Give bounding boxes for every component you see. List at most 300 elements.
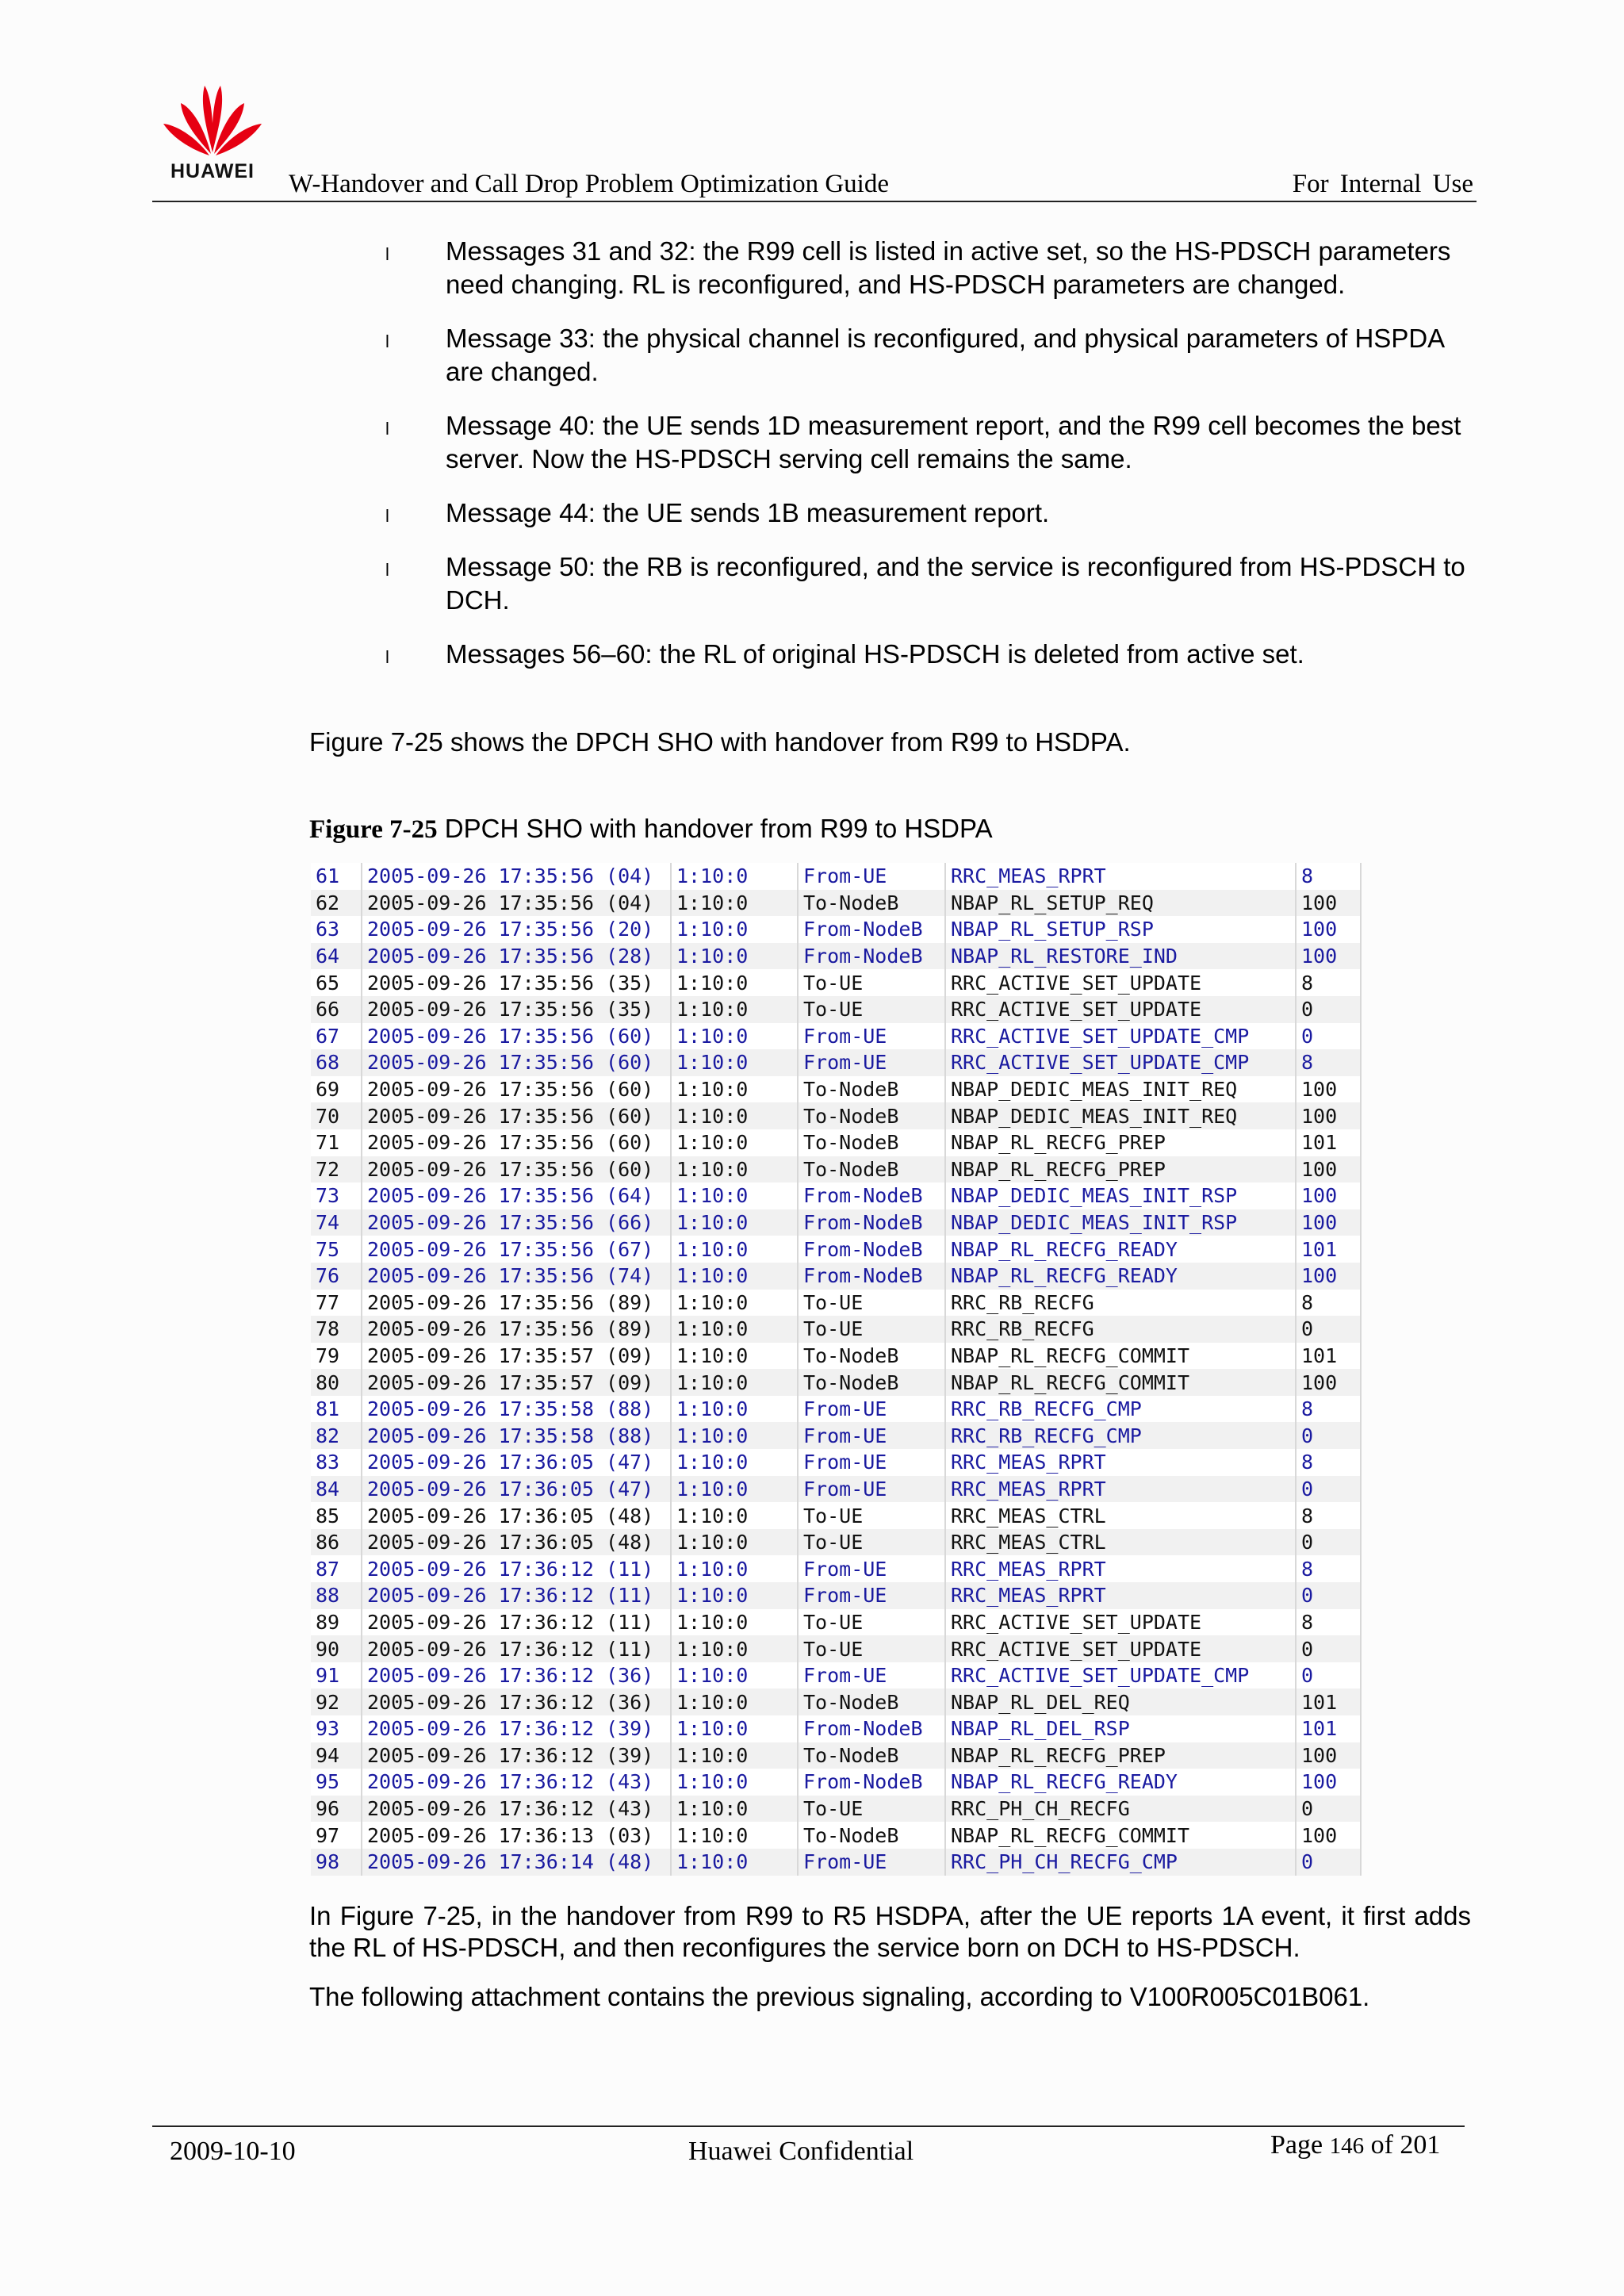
trace-direction: From-NodeB — [798, 1263, 945, 1290]
trace-index: 63 — [311, 916, 362, 943]
trace-message: NBAP_RL_DEL_RSP — [945, 1715, 1296, 1742]
trace-timestamp: 2005-09-26 17:35:56 (89) — [362, 1290, 671, 1317]
trace-value: 8 — [1296, 1396, 1361, 1423]
trace-cell-id: 1:10:0 — [671, 1688, 798, 1715]
table-row — [311, 1290, 1361, 1317]
trace-value: 0 — [1296, 1849, 1361, 1876]
trace-index: 92 — [311, 1688, 362, 1715]
trace-value: 100 — [1296, 1182, 1361, 1209]
trace-index: 85 — [311, 1502, 362, 1529]
bullet-text: Messages 31 and 32: the R99 cell is listed in active set, so the HS-PDSCH parameters need changing. RL is reconfigured, and HS-PDSCH parameters are changed. — [446, 236, 1451, 299]
trace-cell-id: 1:10:0 — [671, 1076, 798, 1103]
trace-index: 96 — [311, 1796, 362, 1823]
footer-confidential: Huawei Confidential — [688, 2137, 914, 2166]
bullet-mark: l — [385, 419, 389, 439]
trace-direction: From-UE — [798, 1662, 945, 1689]
trace-timestamp: 2005-09-26 17:36:12 (36) — [362, 1662, 671, 1689]
table-row — [311, 1822, 1361, 1849]
trace-value: 101 — [1296, 1236, 1361, 1263]
trace-message: RRC_ACTIVE_SET_UPDATE — [945, 1635, 1296, 1662]
trace-value: 100 — [1296, 1369, 1361, 1396]
trace-timestamp: 2005-09-26 17:36:12 (39) — [362, 1715, 671, 1742]
trace-message: NBAP_RL_DEL_REQ — [945, 1688, 1296, 1715]
trace-message: NBAP_RL_RECFG_PREP — [945, 1742, 1296, 1769]
trace-cell-id: 1:10:0 — [671, 1769, 798, 1796]
trace-message: RRC_RB_RECFG — [945, 1290, 1296, 1317]
trace-message: RRC_ACTIVE_SET_UPDATE_CMP — [945, 1023, 1296, 1050]
trace-index: 95 — [311, 1769, 362, 1796]
trace-value: 100 — [1296, 1769, 1361, 1796]
trace-message: RRC_PH_CH_RECFG_CMP — [945, 1849, 1296, 1876]
trace-value: 100 — [1296, 916, 1361, 943]
trace-message: RRC_RB_RECFG_CMP — [945, 1396, 1296, 1423]
trace-body — [311, 863, 1361, 1876]
trace-index: 83 — [311, 1449, 362, 1476]
trace-cell-id: 1:10:0 — [671, 1422, 798, 1449]
trace-message: RRC_RB_RECFG_CMP — [945, 1422, 1296, 1449]
trace-message: NBAP_RL_RECFG_READY — [945, 1769, 1296, 1796]
table-row — [311, 1449, 1361, 1476]
trace-index: 84 — [311, 1476, 362, 1503]
table-row — [311, 1102, 1361, 1129]
table-row — [311, 1156, 1361, 1183]
attachment-note: The following attachment contains the previous signaling, according to V100R005C01B061. — [309, 1982, 1370, 2011]
trace-value: 101 — [1296, 1688, 1361, 1715]
trace-cell-id: 1:10:0 — [671, 1635, 798, 1662]
trace-direction: To-NodeB — [798, 890, 945, 917]
trace-timestamp: 2005-09-26 17:36:05 (47) — [362, 1449, 671, 1476]
table-row — [311, 996, 1361, 1023]
classification-label: For Internal Use — [1292, 170, 1473, 198]
trace-cell-id: 1:10:0 — [671, 943, 798, 970]
trace-timestamp: 2005-09-26 17:36:12 (36) — [362, 1688, 671, 1715]
trace-index: 78 — [311, 1316, 362, 1343]
trace-message: RRC_ACTIVE_SET_UPDATE — [945, 996, 1296, 1023]
trace-direction: To-UE — [798, 996, 945, 1023]
trace-message: NBAP_RL_RECFG_COMMIT — [945, 1369, 1296, 1396]
trace-message: RRC_MEAS_RPRT — [945, 1582, 1296, 1609]
bullet-item — [385, 496, 1472, 530]
trace-index: 74 — [311, 1209, 362, 1236]
trace-value: 0 — [1296, 1635, 1361, 1662]
table-row — [311, 1343, 1361, 1370]
trace-message: RRC_MEAS_RPRT — [945, 863, 1296, 890]
trace-value: 100 — [1296, 1156, 1361, 1183]
trace-index: 86 — [311, 1529, 362, 1556]
bullet-text: Message 44: the UE sends 1B measurement report. — [446, 498, 1050, 527]
trace-direction: From-NodeB — [798, 1769, 945, 1796]
trace-value: 0 — [1296, 996, 1361, 1023]
trace-value: 101 — [1296, 1715, 1361, 1742]
trace-direction: From-UE — [798, 1476, 945, 1503]
trace-timestamp: 2005-09-26 17:36:12 (11) — [362, 1609, 671, 1636]
trace-timestamp: 2005-09-26 17:35:57 (09) — [362, 1343, 671, 1370]
trace-direction: To-UE — [798, 1796, 945, 1823]
trace-direction: From-UE — [798, 1049, 945, 1076]
trace-direction: To-UE — [798, 1635, 945, 1662]
trace-direction: To-NodeB — [798, 1742, 945, 1769]
trace-value: 8 — [1296, 1609, 1361, 1636]
trace-index: 88 — [311, 1582, 362, 1609]
trace-index: 87 — [311, 1555, 362, 1582]
table-row — [311, 1209, 1361, 1236]
trace-value: 100 — [1296, 890, 1361, 917]
trace-timestamp: 2005-09-26 17:35:56 (66) — [362, 1209, 671, 1236]
bullet-mark: l — [385, 332, 389, 351]
trace-timestamp: 2005-09-26 17:35:56 (60) — [362, 1023, 671, 1050]
trace-timestamp: 2005-09-26 17:36:14 (48) — [362, 1849, 671, 1876]
trace-index: 77 — [311, 1290, 362, 1317]
bullet-text: Message 40: the UE sends 1D measurement report, and the R99 cell becomes the best server. Now the HS-PDSCH serving cell remains the same. — [446, 411, 1461, 473]
trace-message: RRC_PH_CH_RECFG — [945, 1796, 1296, 1823]
bullet-item — [385, 550, 1472, 617]
trace-direction: To-NodeB — [798, 1343, 945, 1370]
trace-timestamp: 2005-09-26 17:35:56 (60) — [362, 1156, 671, 1183]
trace-message: RRC_MEAS_CTRL — [945, 1502, 1296, 1529]
table-row — [311, 1476, 1361, 1503]
trace-cell-id: 1:10:0 — [671, 1582, 798, 1609]
trace-timestamp: 2005-09-26 17:35:56 (04) — [362, 890, 671, 917]
trace-timestamp: 2005-09-26 17:35:57 (09) — [362, 1369, 671, 1396]
trace-value: 8 — [1296, 1290, 1361, 1317]
trace-direction: From-UE — [798, 1449, 945, 1476]
trace-index: 76 — [311, 1263, 362, 1290]
trace-message: NBAP_DEDIC_MEAS_INIT_RSP — [945, 1182, 1296, 1209]
table-row — [311, 1555, 1361, 1582]
trace-message: NBAP_RL_SETUP_REQ — [945, 890, 1296, 917]
table-row — [311, 1369, 1361, 1396]
table-row — [311, 1023, 1361, 1050]
trace-value: 100 — [1296, 1076, 1361, 1103]
figure-intro-text: Figure 7-25 shows the DPCH SHO with handover from R99 to HSDPA. — [309, 727, 1131, 757]
figure-title: DPCH SHO with handover from R99 to HSDPA — [444, 814, 993, 843]
trace-direction: To-NodeB — [798, 1688, 945, 1715]
trace-direction: From-NodeB — [798, 1182, 945, 1209]
table-row — [311, 1769, 1361, 1796]
bullet-item — [385, 235, 1472, 301]
message-bullet-list — [385, 235, 1472, 692]
trace-cell-id: 1:10:0 — [671, 1742, 798, 1769]
trace-direction: From-UE — [798, 1849, 945, 1876]
trace-message: RRC_MEAS_RPRT — [945, 1449, 1296, 1476]
trace-index: 69 — [311, 1076, 362, 1103]
trace-direction: From-UE — [798, 1396, 945, 1423]
trace-value: 8 — [1296, 1049, 1361, 1076]
trace-index: 93 — [311, 1715, 362, 1742]
page-current: 146 — [1329, 2133, 1365, 2159]
trace-index: 67 — [311, 1023, 362, 1050]
trace-direction: To-UE — [798, 1529, 945, 1556]
trace-direction: From-UE — [798, 863, 945, 890]
trace-timestamp: 2005-09-26 17:35:56 (28) — [362, 943, 671, 970]
trace-index: 73 — [311, 1182, 362, 1209]
bullet-item — [385, 638, 1472, 671]
table-row — [311, 1662, 1361, 1689]
trace-cell-id: 1:10:0 — [671, 1049, 798, 1076]
trace-cell-id: 1:10:0 — [671, 1555, 798, 1582]
trace-index: 64 — [311, 943, 362, 970]
trace-value: 8 — [1296, 1449, 1361, 1476]
table-row — [311, 1529, 1361, 1556]
table-row — [311, 943, 1361, 970]
trace-cell-id: 1:10:0 — [671, 1529, 798, 1556]
trace-message: NBAP_RL_RECFG_PREP — [945, 1129, 1296, 1156]
table-row — [311, 1422, 1361, 1449]
trace-timestamp: 2005-09-26 17:35:58 (88) — [362, 1396, 671, 1423]
trace-message: NBAP_RL_RECFG_COMMIT — [945, 1343, 1296, 1370]
trace-value: 0 — [1296, 1476, 1361, 1503]
trace-message: RRC_MEAS_RPRT — [945, 1476, 1296, 1503]
trace-value: 0 — [1296, 1529, 1361, 1556]
trace-value: 100 — [1296, 1263, 1361, 1290]
trace-direction: From-NodeB — [798, 943, 945, 970]
page-total: 201 — [1400, 2130, 1441, 2160]
table-row — [311, 1502, 1361, 1529]
trace-timestamp: 2005-09-26 17:35:56 (35) — [362, 969, 671, 996]
trace-timestamp: 2005-09-26 17:35:56 (89) — [362, 1316, 671, 1343]
document-title: W-Handover and Call Drop Problem Optimization Guide — [289, 170, 890, 198]
trace-cell-id: 1:10:0 — [671, 1316, 798, 1343]
trace-message: RRC_ACTIVE_SET_UPDATE — [945, 1609, 1296, 1636]
trace-value: 0 — [1296, 1796, 1361, 1823]
footer-divider — [152, 2125, 1465, 2127]
trace-message: NBAP_DEDIC_MEAS_INIT_REQ — [945, 1102, 1296, 1129]
page-prefix: Page — [1270, 2130, 1323, 2160]
trace-direction: From-NodeB — [798, 1209, 945, 1236]
trace-value: 100 — [1296, 1209, 1361, 1236]
table-row — [311, 863, 1361, 890]
trace-cell-id: 1:10:0 — [671, 1102, 798, 1129]
bullet-mark: l — [385, 506, 389, 526]
trace-cell-id: 1:10:0 — [671, 1822, 798, 1849]
trace-message: RRC_ACTIVE_SET_UPDATE_CMP — [945, 1662, 1296, 1689]
trace-timestamp: 2005-09-26 17:35:58 (88) — [362, 1422, 671, 1449]
table-row — [311, 916, 1361, 943]
trace-value: 8 — [1296, 1502, 1361, 1529]
trace-value: 100 — [1296, 1102, 1361, 1129]
trace-direction: From-NodeB — [798, 916, 945, 943]
header-divider — [152, 201, 1477, 202]
trace-index: 75 — [311, 1236, 362, 1263]
trace-message: RRC_ACTIVE_SET_UPDATE_CMP — [945, 1049, 1296, 1076]
table-row — [311, 1049, 1361, 1076]
trace-index: 61 — [311, 863, 362, 890]
analysis-paragraph: In Figure 7-25, in the handover from R99 to R5 HSDPA, after the UE reports 1A event, it first adds the RL of HS-PDSCH, and then reconfigures the service born on DCH to HS-PDSCH. — [309, 1901, 1471, 1962]
trace-direction: To-UE — [798, 1290, 945, 1317]
bullet-item — [385, 322, 1472, 389]
trace-message: NBAP_RL_RECFG_READY — [945, 1236, 1296, 1263]
trace-cell-id: 1:10:0 — [671, 1849, 798, 1876]
trace-message: NBAP_DEDIC_MEAS_INIT_REQ — [945, 1076, 1296, 1103]
trace-index: 94 — [311, 1742, 362, 1769]
trace-direction: To-NodeB — [798, 1369, 945, 1396]
trace-timestamp: 2005-09-26 17:35:56 (60) — [362, 1129, 671, 1156]
trace-index: 66 — [311, 996, 362, 1023]
trace-cell-id: 1:10:0 — [671, 1023, 798, 1050]
trace-direction: From-UE — [798, 1555, 945, 1582]
table-row — [311, 1796, 1361, 1823]
trace-timestamp: 2005-09-26 17:35:56 (20) — [362, 916, 671, 943]
trace-index: 80 — [311, 1369, 362, 1396]
trace-cell-id: 1:10:0 — [671, 890, 798, 917]
table-row — [311, 1129, 1361, 1156]
trace-message: RRC_MEAS_CTRL — [945, 1529, 1296, 1556]
trace-cell-id: 1:10:0 — [671, 1502, 798, 1529]
logo-wordmark: HUAWEI — [170, 160, 255, 182]
trace-timestamp: 2005-09-26 17:35:56 (60) — [362, 1049, 671, 1076]
trace-direction: From-NodeB — [798, 1236, 945, 1263]
table-row — [311, 1182, 1361, 1209]
trace-cell-id: 1:10:0 — [671, 1662, 798, 1689]
table-row — [311, 1609, 1361, 1636]
trace-message: NBAP_RL_SETUP_RSP — [945, 916, 1296, 943]
trace-index: 82 — [311, 1422, 362, 1449]
trace-value: 101 — [1296, 1129, 1361, 1156]
trace-timestamp: 2005-09-26 17:35:56 (64) — [362, 1182, 671, 1209]
trace-value: 8 — [1296, 863, 1361, 890]
trace-index: 79 — [311, 1343, 362, 1370]
trace-direction: To-UE — [798, 1316, 945, 1343]
trace-index: 89 — [311, 1609, 362, 1636]
table-row — [311, 1076, 1361, 1103]
figure-caption — [309, 814, 993, 845]
trace-direction: From-UE — [798, 1023, 945, 1050]
trace-direction: To-NodeB — [798, 1129, 945, 1156]
bullet-text: Message 50: the RB is reconfigured, and the service is reconfigured from HS-PDSCH to DCH. — [446, 552, 1465, 615]
trace-cell-id: 1:10:0 — [671, 1369, 798, 1396]
trace-value: 0 — [1296, 1316, 1361, 1343]
trace-cell-id: 1:10:0 — [671, 1609, 798, 1636]
trace-value: 0 — [1296, 1582, 1361, 1609]
trace-index: 68 — [311, 1049, 362, 1076]
trace-value: 100 — [1296, 1742, 1361, 1769]
trace-cell-id: 1:10:0 — [671, 1396, 798, 1423]
trace-cell-id: 1:10:0 — [671, 1263, 798, 1290]
trace-index: 91 — [311, 1662, 362, 1689]
trace-index: 90 — [311, 1635, 362, 1662]
trace-value: 101 — [1296, 1343, 1361, 1370]
trace-timestamp: 2005-09-26 17:36:12 (11) — [362, 1555, 671, 1582]
trace-direction: To-NodeB — [798, 1156, 945, 1183]
trace-timestamp: 2005-09-26 17:36:12 (43) — [362, 1769, 671, 1796]
trace-timestamp: 2005-09-26 17:35:56 (60) — [362, 1102, 671, 1129]
trace-value: 8 — [1296, 969, 1361, 996]
table-row — [311, 1635, 1361, 1662]
bullet-text: Message 33: the physical channel is reconfigured, and physical parameters of HSPDA are changed. — [446, 324, 1444, 386]
bullet-mark: l — [385, 647, 389, 667]
table-row — [311, 1316, 1361, 1343]
page-of: of — [1370, 2130, 1393, 2160]
trace-cell-id: 1:10:0 — [671, 996, 798, 1023]
table-row — [311, 1236, 1361, 1263]
trace-cell-id: 1:10:0 — [671, 916, 798, 943]
trace-timestamp: 2005-09-26 17:36:05 (48) — [362, 1529, 671, 1556]
trace-index: 71 — [311, 1129, 362, 1156]
trace-cell-id: 1:10:0 — [671, 1236, 798, 1263]
trace-cell-id: 1:10:0 — [671, 1343, 798, 1370]
trace-index: 62 — [311, 890, 362, 917]
signaling-trace-table — [311, 863, 1362, 1876]
trace-message: NBAP_RL_RESTORE_IND — [945, 943, 1296, 970]
trace-message: NBAP_RL_RECFG_READY — [945, 1263, 1296, 1290]
trace-timestamp: 2005-09-26 17:35:56 (67) — [362, 1236, 671, 1263]
table-row — [311, 1396, 1361, 1423]
trace-direction: To-NodeB — [798, 1822, 945, 1849]
trace-timestamp: 2005-09-26 17:35:56 (04) — [362, 863, 671, 890]
page-number — [1270, 2130, 1440, 2160]
trace-cell-id: 1:10:0 — [671, 1715, 798, 1742]
trace-message: RRC_RB_RECFG — [945, 1316, 1296, 1343]
table-row — [311, 1263, 1361, 1290]
trace-value: 8 — [1296, 1555, 1361, 1582]
trace-message: NBAP_RL_RECFG_PREP — [945, 1156, 1296, 1183]
trace-value: 0 — [1296, 1422, 1361, 1449]
trace-timestamp: 2005-09-26 17:35:56 (60) — [362, 1076, 671, 1103]
table-row — [311, 890, 1361, 917]
trace-timestamp: 2005-09-26 17:36:12 (11) — [362, 1582, 671, 1609]
trace-cell-id: 1:10:0 — [671, 969, 798, 996]
trace-timestamp: 2005-09-26 17:35:56 (74) — [362, 1263, 671, 1290]
trace-direction: From-UE — [798, 1422, 945, 1449]
figure-number: Figure 7-25 — [309, 815, 438, 844]
bullet-item — [385, 409, 1472, 476]
trace-direction: To-NodeB — [798, 1076, 945, 1103]
trace-timestamp: 2005-09-26 17:36:12 (43) — [362, 1796, 671, 1823]
trace-cell-id: 1:10:0 — [671, 1290, 798, 1317]
trace-message: RRC_MEAS_RPRT — [945, 1555, 1296, 1582]
trace-value: 0 — [1296, 1023, 1361, 1050]
trace-message: NBAP_DEDIC_MEAS_INIT_RSP — [945, 1209, 1296, 1236]
table-row — [311, 1582, 1361, 1609]
trace-direction: To-UE — [798, 969, 945, 996]
trace-timestamp: 2005-09-26 17:36:05 (48) — [362, 1502, 671, 1529]
trace-cell-id: 1:10:0 — [671, 1796, 798, 1823]
trace-index: 65 — [311, 969, 362, 996]
table-row — [311, 1688, 1361, 1715]
trace-timestamp: 2005-09-26 17:36:12 (39) — [362, 1742, 671, 1769]
bullet-mark: l — [385, 560, 389, 580]
table-row — [311, 969, 1361, 996]
trace-cell-id: 1:10:0 — [671, 1182, 798, 1209]
trace-direction: To-NodeB — [798, 1102, 945, 1129]
trace-timestamp: 2005-09-26 17:36:12 (11) — [362, 1635, 671, 1662]
trace-timestamp: 2005-09-26 17:36:05 (47) — [362, 1476, 671, 1503]
table-row — [311, 1715, 1361, 1742]
table-row — [311, 1742, 1361, 1769]
trace-cell-id: 1:10:0 — [671, 1449, 798, 1476]
trace-direction: From-UE — [798, 1582, 945, 1609]
trace-index: 98 — [311, 1849, 362, 1876]
bullet-text: Messages 56–60: the RL of original HS-PDSCH is deleted from active set. — [446, 639, 1304, 669]
footer-date: 2009-10-10 — [170, 2137, 296, 2166]
trace-index: 97 — [311, 1822, 362, 1849]
trace-value: 100 — [1296, 943, 1361, 970]
trace-cell-id: 1:10:0 — [671, 1476, 798, 1503]
trace-direction: To-UE — [798, 1609, 945, 1636]
trace-timestamp: 2005-09-26 17:35:56 (35) — [362, 996, 671, 1023]
trace-message: RRC_ACTIVE_SET_UPDATE — [945, 969, 1296, 996]
trace-cell-id: 1:10:0 — [671, 1156, 798, 1183]
trace-value: 100 — [1296, 1822, 1361, 1849]
trace-cell-id: 1:10:0 — [671, 863, 798, 890]
trace-cell-id: 1:10:0 — [671, 1209, 798, 1236]
table-row — [311, 1849, 1361, 1876]
bullet-mark: l — [385, 244, 389, 264]
trace-direction: From-NodeB — [798, 1715, 945, 1742]
trace-index: 70 — [311, 1102, 362, 1129]
trace-timestamp: 2005-09-26 17:36:13 (03) — [362, 1822, 671, 1849]
trace-index: 72 — [311, 1156, 362, 1183]
